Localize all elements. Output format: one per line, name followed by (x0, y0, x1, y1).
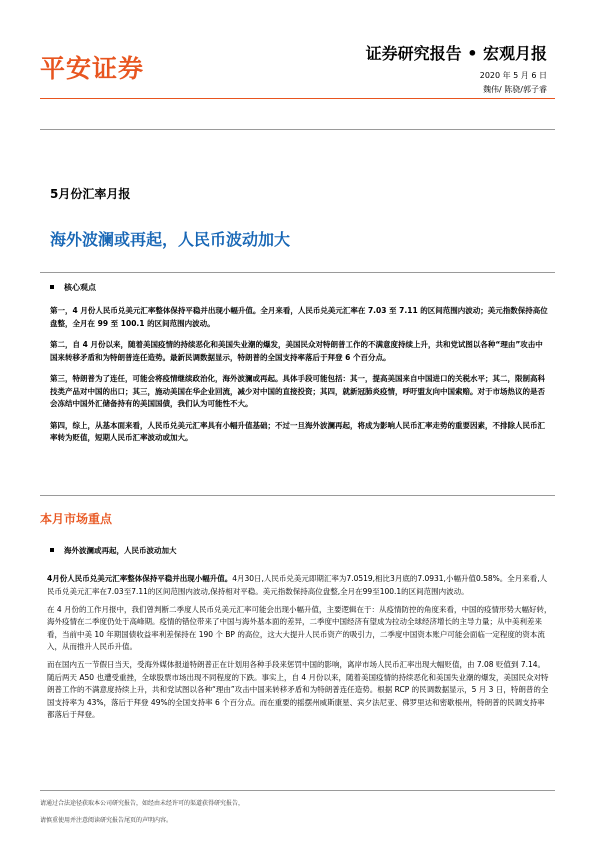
section-heading: 5月份汇率月报 (50, 187, 131, 201)
bullet-icon (50, 285, 54, 289)
core-divider (40, 495, 555, 496)
core-points (50, 305, 550, 454)
footer-note: 请慎重使用并注意阅读研究报告尾页的声明内容。 (40, 817, 173, 824)
core-point: 第一，4 月份人民币兑美元汇率整体保持平稳并出现小幅升值。全月来看，人民币兑美元汇率在 7.03 至 7.11 的区间范围内波动；美元指数保持高位盘整，全月在 99 至 100.1 的区间范围内波动。 (50, 306, 548, 328)
body-paragraph: 而在国内五一节假日当天，受海外媒体报道特朗普正在计划用各种手段来惩罚中国的影响，离岸市场人民币汇率出现大幅贬值，由 7.08 贬值到 7.14。随后两天 A50 也遭受重挫，全球股票市场出现不同程度的下跌。事实上，自 4 月份以来，随着美国疫情的持续恶化和美国失业潮的爆发，美国民众对特朗普工作的不满意度持续上升，共和党试图以各种“理由”攻击中国来转移矛盾和为特朗普连任造势。根据 RCP 的民调数据显示，5 月 3 日，特朗普的全国支持率为 43%，落后于拜登 49%的全国支持率 6 个百分点。而在重要的摇摆州威斯康星、宾夕法尼亚、佛罗里达和密歇根州，特朗普的民调支持率都落后于拜登。 (47, 660, 549, 719)
footer-note: 请通过合法途径获取本公司研究报告，如经由未经许可的渠道获得研究报告， (40, 800, 245, 807)
report-type: 证券研究报告 • 宏观月报 (365, 44, 547, 63)
footer-divider (40, 790, 555, 791)
body-paragraph (47, 573, 552, 598)
sub-heading (50, 546, 177, 556)
paragraph-lead: 4月份人民币兑美元汇率整体保持平稳并出现小幅升值。 (47, 574, 233, 583)
paragraph-rest: 4月30日,人民币兑美元即期汇率为7.0519,相比3月底的7.0931,小幅升值0.58%。全月来看,人民币兑美元汇率在7.03至7.11的区间范围内波动,保持相对平稳。美元指数保持高位盘整,全月在99至100.1的区间范围内波动。 (47, 574, 548, 596)
core-point: 第四，综上，从基本面来看，人民币兑美元汇率具有小幅升值基础；不过一旦海外波澜再起，将成为影响人民币汇率走势的重要因素，不排除人民币汇率转为贬值，短期人民币汇率波动或加大。 (50, 420, 545, 442)
report-date: 2020 年 5 月 6 日 (479, 71, 547, 80)
body-text (47, 573, 552, 727)
bullet-icon (50, 548, 54, 552)
body-paragraph: 在 4 月份的工作月报中，我们曾判断二季度人民币兑美元汇率可能会出现小幅升值，主要逻辑在于：从疫情防控的角度来看，中国的疫情形势大幅好转，海外疫情在二季度仍处于高峰期。疫情的错位带来了中国与海外基本面的差异，二季度中国经济有望成为拉动全球经济增长的主导力量；从中美利差来看，当前中美 10 年期国债收益率利差保持在 190 个 BP 的高位，这大大提升人民币资产的吸引力，二季度中国资本账户可能会面临一定程度的资本流入，从而推升人民币升值。 (47, 604, 552, 651)
header-rule (40, 129, 555, 130)
month-section-heading: 本月市场重点 (40, 512, 113, 526)
title-divider (40, 272, 555, 273)
core-heading-text: 核心观点 (64, 283, 96, 292)
core-heading (50, 283, 96, 293)
sub-heading-text: 海外波澜或再起，人民币波动加大 (64, 546, 177, 555)
core-point: 第二，自 4 月份以来，随着美国疫情的持续恶化和美国失业潮的爆发，美国民众对特朗普工作的不满意度持续上升，共和党试图以各种“理由”攻击中国来转移矛盾和为特朗普连任造势。最新民调数据显示，特朗普的全国支持率落后于拜登 6 个百分点。 (50, 340, 543, 362)
header-divider (40, 98, 555, 99)
core-point: 第三，特朗普为了连任，可能会将疫情继续政治化，海外波澜或再起。具体手段可能包括：其一，提高美国来自中国进口的关税水平；其二，限制高科技类产品对中国的出口；其三，施动美国在华企业回流，减少对中国的直接投资；其四，就新冠肺炎疫情，呼吁盟友向中国索赔。对于市场热议的是否会冻结中国外汇储备持有的美国国债，我们认为可能性不大。 (50, 374, 545, 408)
report-title: 海外波澜或再起，人民币波动加大 (50, 230, 291, 249)
company-logo: 平安证券 (40, 54, 145, 83)
report-authors: 魏伟/ 陈骁/郭子睿 (483, 85, 547, 94)
